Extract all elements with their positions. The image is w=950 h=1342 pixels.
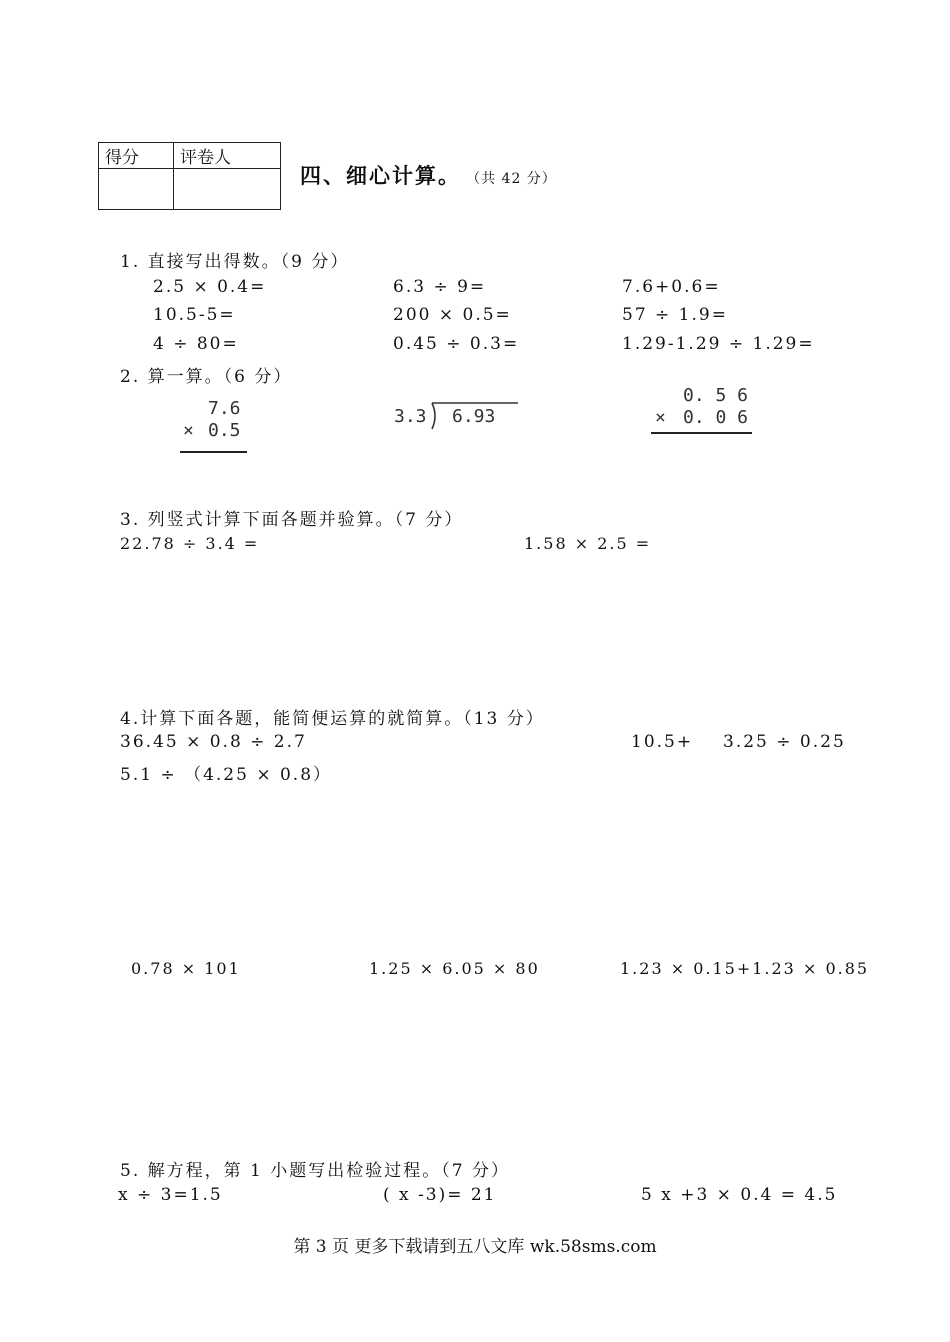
mul2-top: 0. 5 6: [683, 385, 749, 406]
div-divisor: 3.3: [394, 406, 427, 427]
q1-item-5: 200 × 0.5=: [393, 305, 512, 325]
q5-item-1: x ÷ 3=1.5: [118, 1185, 223, 1205]
section-title: 四、细心计算。: [300, 164, 461, 188]
mul1-sign: ×: [183, 420, 194, 441]
q5-title: 5. 解方程，第 1 小题写出检验过程。（7 分）: [120, 1161, 510, 1181]
mul1-bottom: 0.5: [208, 420, 241, 441]
grader-header: 评卷人: [174, 143, 281, 169]
mul1-top: 7.6: [208, 398, 241, 419]
q4-title: 4.计算下面各题，能简便运算的就简算。（13 分）: [120, 709, 545, 729]
q1-item-2: 6.3 ÷ 9=: [393, 277, 487, 297]
q1-item-1: 2.5 × 0.4=: [153, 277, 267, 297]
mul2-bottom: 0. 0 6: [683, 407, 749, 428]
q3-item-2: 1.58 × 2.5 =: [524, 534, 652, 553]
q4-item-6: 1.23 × 0.15+1.23 × 0.85: [620, 959, 870, 978]
q4-item-1: 36.45 × 0.8 ÷ 2.7: [120, 732, 307, 752]
q1-item-9: 1.29-1.29 ÷ 1.29=: [622, 334, 815, 354]
section-header: [300, 160, 557, 190]
q4-item-2b: 3.25 ÷ 0.25: [723, 732, 846, 752]
q4-item-3: 5.1 ÷ （4.25 × 0.8）: [120, 765, 333, 785]
q2-title: 2. 算一算。（6 分）: [120, 367, 293, 387]
mul2-rule: [651, 432, 752, 434]
q4-item-5: 1.25 × 6.05 × 80: [369, 959, 540, 978]
q1-item-8: 0.45 ÷ 0.3=: [393, 334, 520, 354]
score-box: [98, 142, 281, 210]
div-dividend: 6.93: [452, 406, 496, 427]
score-cell[interactable]: [99, 169, 174, 210]
q4-item-4: 0.78 × 101: [131, 959, 241, 978]
q3-title: 3. 列竖式计算下面各题并验算。（7 分）: [120, 510, 464, 530]
q1-item-6: 57 ÷ 1.9=: [622, 305, 728, 325]
q3-item-1: 22.78 ÷ 3.4 =: [120, 534, 260, 553]
score-header: 得分: [99, 143, 174, 169]
q5-item-2: ( x -3)= 21: [383, 1185, 497, 1205]
mul2-sign: ×: [655, 407, 666, 428]
q5-item-3: 5 x +3 × 0.4 = 4.5: [641, 1185, 838, 1205]
section-points: （共 42 分）: [466, 171, 557, 187]
q1-item-7: 4 ÷ 80=: [153, 334, 239, 354]
page-footer: 第 3 页 更多下载请到五八文库 wk.58sms.com: [293, 1237, 657, 1257]
q1-item-4: 10.5-5=: [153, 305, 236, 325]
q1-title: 1. 直接写出得数。（9 分）: [120, 252, 350, 272]
mul1-rule: [180, 451, 247, 453]
q4-item-2a: 10.5+: [631, 732, 694, 752]
q1-item-3: 7.6+0.6=: [622, 277, 721, 297]
grader-cell[interactable]: [174, 169, 281, 210]
